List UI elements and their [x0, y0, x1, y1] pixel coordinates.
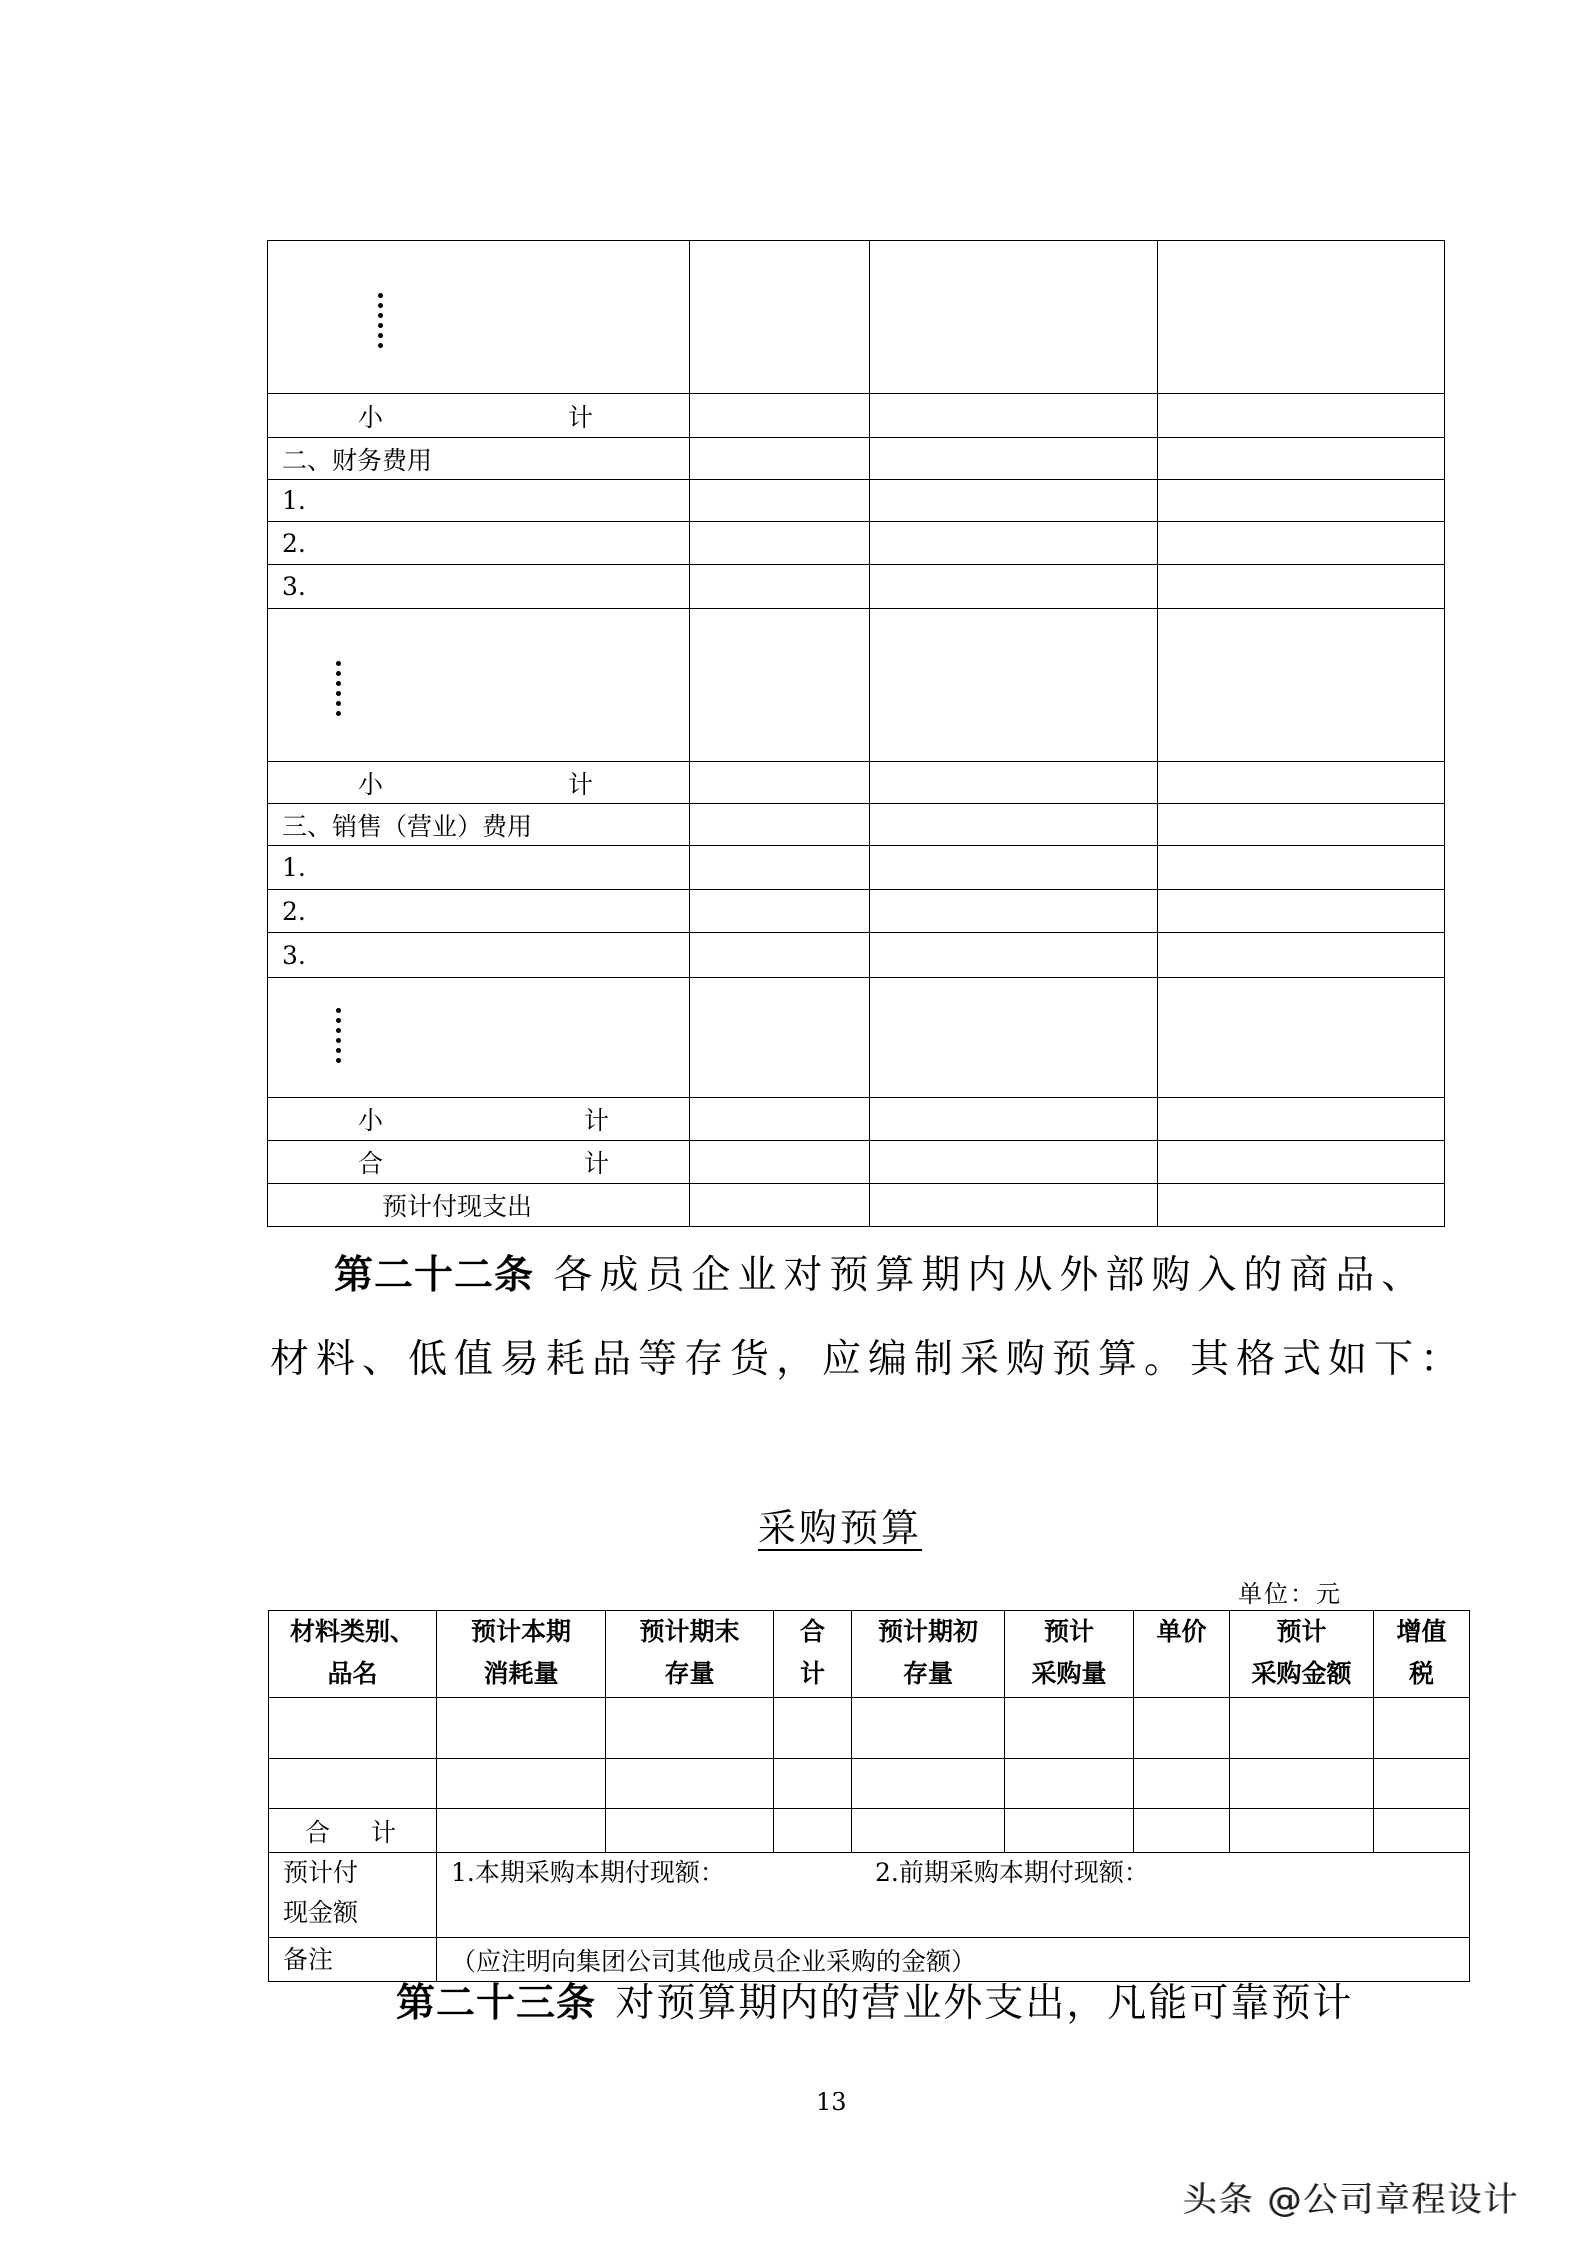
column-header-line1: 预计 [1043, 1617, 1094, 1646]
value-cell [437, 1809, 606, 1853]
value-cell [437, 1698, 606, 1759]
column-header-line2: 存量 [664, 1659, 715, 1688]
row-label-cell [268, 1098, 690, 1141]
value-cell [870, 438, 1158, 480]
total-label-left: 合 [305, 1817, 331, 1847]
vertical-ellipsis [378, 293, 384, 353]
column-header [774, 1611, 852, 1698]
value-cell [269, 1698, 437, 1759]
cash-payment-label [269, 1853, 437, 1938]
total-label-cell [269, 1809, 437, 1853]
row-label-right: 计 [567, 402, 593, 432]
value-cell [1158, 1098, 1445, 1141]
row-label-cell [268, 978, 690, 1098]
row-label-left: 小 [358, 402, 384, 432]
column-header-line2: 存量 [902, 1659, 953, 1688]
column-header [1230, 1611, 1374, 1698]
row-label-cell [268, 241, 690, 394]
column-header-line1: 增值 [1396, 1617, 1447, 1646]
value-cell [870, 978, 1158, 1098]
row-label-cell [268, 890, 690, 933]
table-row [268, 241, 1445, 394]
table-row [268, 565, 1445, 609]
value-cell [870, 394, 1158, 438]
table-row [268, 1184, 1445, 1227]
row-label: 1. [282, 853, 306, 882]
cash-payment-label-line2: 现金额 [283, 1898, 359, 1927]
value-cell [690, 438, 870, 480]
total-label-right: 计 [370, 1817, 396, 1847]
purchase-budget-table [268, 1610, 1470, 1982]
value-cell [606, 1698, 774, 1759]
value-cell [1158, 762, 1445, 804]
cash-item-current: 1.本期采购本期付现额： [451, 1858, 725, 1887]
value-cell [870, 933, 1158, 978]
value-cell [870, 480, 1158, 522]
column-header-line1: 材料类别、 [289, 1617, 415, 1646]
cash-payment-row [269, 1853, 1470, 1938]
value-cell [690, 1141, 870, 1184]
row-label: 三、销售（营业）费用 [282, 811, 533, 841]
cash-item-prior: 2.前期采购本期付现额： [875, 1858, 1149, 1887]
value-cell [1374, 1698, 1470, 1759]
row-label-cell [268, 1184, 690, 1227]
value-cell [690, 480, 870, 522]
value-cell [1005, 1809, 1134, 1853]
vertical-ellipsis [336, 661, 342, 721]
value-cell [870, 1184, 1158, 1227]
value-cell [1005, 1759, 1134, 1809]
cash-payment-label-line1: 预计付 [283, 1858, 359, 1887]
article-22-line2: 材料、低值易耗品等存货，应编制采购预算。其格式如下： [270, 1337, 1467, 1382]
value-cell [690, 565, 870, 609]
value-cell [690, 241, 870, 394]
row-label-cell [268, 609, 690, 762]
value-cell [690, 1098, 870, 1141]
note-label: 备注 [269, 1938, 437, 1982]
value-cell [1158, 394, 1445, 438]
value-cell [1134, 1759, 1230, 1809]
column-header-line2: 品名 [327, 1659, 378, 1688]
table-row [268, 1098, 1445, 1141]
row-label-right: 计 [583, 1149, 609, 1178]
row-label-right: 计 [567, 769, 593, 799]
row-label-left: 合 [358, 1149, 384, 1178]
table-row [268, 890, 1445, 933]
row-label: 3. [282, 572, 306, 601]
value-cell [1374, 1759, 1470, 1809]
purchase-budget-title: 采购预算 [758, 1506, 923, 1550]
value-cell [870, 846, 1158, 890]
value-cell [870, 762, 1158, 804]
table-row [268, 438, 1445, 480]
article-23-line1 [396, 1972, 1353, 2028]
value-cell [774, 1698, 852, 1759]
column-header-line1: 预计期末 [639, 1617, 740, 1646]
value-cell [1158, 1184, 1445, 1227]
row-label-cell [268, 438, 690, 480]
row-label: 2. [282, 896, 306, 926]
value-cell [1158, 890, 1445, 933]
row-label-right: 计 [583, 1106, 609, 1135]
column-header-line2: 计 [799, 1659, 825, 1688]
value-cell [437, 1759, 606, 1809]
table-row [268, 609, 1445, 762]
column-header [1005, 1611, 1134, 1698]
value-cell [606, 1759, 774, 1809]
row-label: 二、财务费用 [282, 445, 433, 475]
value-cell [690, 394, 870, 438]
value-cell [870, 890, 1158, 933]
column-header [852, 1611, 1005, 1698]
column-header-line2: 采购金额 [1251, 1659, 1352, 1688]
value-cell [690, 522, 870, 565]
value-cell [1230, 1698, 1374, 1759]
row-label: 2. [282, 528, 306, 558]
value-cell [1158, 846, 1445, 890]
column-header [1374, 1611, 1470, 1698]
value-cell [870, 804, 1158, 846]
page-number: 13 [816, 2088, 847, 2116]
note-text: （应注明向集团公司其他成员企业采购的金额） [437, 1938, 1470, 1982]
table-row [269, 1698, 1470, 1759]
row-label-cell [268, 933, 690, 978]
column-header-line1: 预计 [1276, 1617, 1327, 1646]
value-cell [690, 804, 870, 846]
value-cell [1158, 804, 1445, 846]
value-cell [1158, 609, 1445, 762]
value-cell [774, 1759, 852, 1809]
value-cell [870, 609, 1158, 762]
value-cell [1158, 480, 1445, 522]
expense-budget-table [267, 240, 1445, 1227]
value-cell [690, 609, 870, 762]
value-cell [1158, 565, 1445, 609]
row-label-cell [268, 1141, 690, 1184]
column-header-line2: 消耗量 [483, 1659, 559, 1688]
value-cell [606, 1809, 774, 1853]
row-label-cell [268, 846, 690, 890]
table-row [268, 394, 1445, 438]
value-cell [1230, 1759, 1374, 1809]
value-cell [1134, 1698, 1230, 1759]
value-cell [774, 1809, 852, 1853]
value-cell [690, 890, 870, 933]
table-row [268, 846, 1445, 890]
row-label-cell [268, 565, 690, 609]
value-cell [690, 933, 870, 978]
value-cell [870, 241, 1158, 394]
value-cell [870, 1098, 1158, 1141]
value-cell [1158, 438, 1445, 480]
unit-label: 单位：元 [1238, 1580, 1342, 1608]
value-cell [852, 1809, 1005, 1853]
column-header [269, 1611, 437, 1698]
column-header-line2: 税 [1408, 1659, 1434, 1688]
column-header [1134, 1611, 1230, 1698]
value-cell [690, 846, 870, 890]
table-row [268, 978, 1445, 1098]
value-cell [269, 1759, 437, 1809]
value-cell [1005, 1698, 1134, 1759]
value-cell [1134, 1809, 1230, 1853]
value-cell [690, 762, 870, 804]
article-22-text1: 各成员企业对预算期内从外部购入的商品、 [553, 1253, 1428, 1298]
article-23-heading: 第二十三条 [396, 1980, 597, 2026]
value-cell [1230, 1809, 1374, 1853]
article-22-line1 [334, 1244, 1427, 1300]
row-label-cell [268, 394, 690, 438]
row-label-cell [268, 480, 690, 522]
vertical-ellipsis [336, 1008, 342, 1068]
row-label: 1. [282, 486, 306, 515]
table-row [268, 762, 1445, 804]
column-header [437, 1611, 606, 1698]
table-row [268, 933, 1445, 978]
article-23-text1: 对预算期内的营业外支出，凡能可靠预计 [615, 1981, 1354, 2026]
header-row [269, 1611, 1470, 1698]
table-row [268, 1141, 1445, 1184]
row-label: 3. [282, 940, 306, 970]
row-label-cell [268, 804, 690, 846]
column-header-line1: 预计本期 [470, 1617, 571, 1646]
value-cell [1158, 241, 1445, 394]
value-cell [690, 978, 870, 1098]
column-header-line1: 单价 [1156, 1617, 1207, 1646]
value-cell [852, 1759, 1005, 1809]
value-cell [1158, 933, 1445, 978]
watermark-logo: 头条 @公司章程设计 [1183, 2180, 1520, 2220]
value-cell [870, 1141, 1158, 1184]
value-cell [870, 565, 1158, 609]
article-22-heading: 第二十二条 [334, 1252, 535, 1298]
column-header-line1: 合 [799, 1617, 825, 1646]
row-label-left: 小 [358, 1106, 384, 1135]
table-row [268, 522, 1445, 565]
table-row [268, 480, 1445, 522]
value-cell [690, 1184, 870, 1227]
value-cell [852, 1698, 1005, 1759]
value-cell [870, 522, 1158, 565]
table-row [269, 1759, 1470, 1809]
column-header-line2: 采购量 [1031, 1659, 1107, 1688]
row-label-left: 小 [358, 769, 384, 799]
value-cell [1158, 978, 1445, 1098]
total-row [269, 1809, 1470, 1853]
value-cell [1158, 1141, 1445, 1184]
row-label: 预计付现支出 [382, 1192, 533, 1221]
cash-payment-values [437, 1853, 1470, 1938]
column-header [606, 1611, 774, 1698]
row-label-cell [268, 522, 690, 565]
table-row [268, 804, 1445, 846]
value-cell [1374, 1809, 1470, 1853]
value-cell [1158, 522, 1445, 565]
column-header-line1: 预计期初 [877, 1617, 978, 1646]
row-label-cell [268, 762, 690, 804]
